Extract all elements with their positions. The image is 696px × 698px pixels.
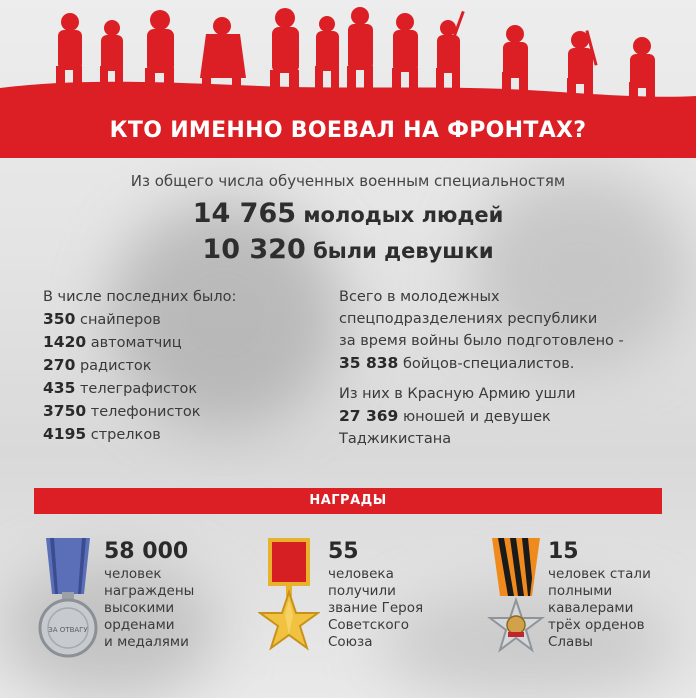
intro-total-label: молодых людей (303, 203, 504, 227)
medal-for-courage-icon (38, 538, 98, 662)
summary-paragraph-2: Из них в Красную Армию ушли 27 369 юношей и девушек Таджикистана (339, 386, 576, 447)
trained-total-number: 35 838 (339, 354, 399, 372)
order-of-glory-icon (484, 538, 548, 662)
intro-girls-label: были девушки (313, 239, 494, 263)
intro-subtitle: Из общего числа обученных военным специальностям (130, 172, 566, 190)
list-item: 1420 автоматчиц (43, 333, 182, 351)
specialties-list (43, 286, 313, 446)
award-value: 58 000 (104, 539, 189, 564)
soldier-silhouettes (56, 7, 655, 100)
army-total-number: 27 369 (339, 407, 399, 425)
medal-inscription: ЗА ОТВАГУ (48, 626, 88, 634)
training-summary (339, 286, 669, 450)
summary-paragraph-1: Всего в молодежных спецподразделениях республики за время войны было подготовлено - 35 838 бойцов-специалистов. (339, 289, 624, 372)
gold-star-icon (258, 538, 320, 662)
award-description: человек награждены высокими орденами и медалями (104, 566, 195, 650)
intro-girls-line (0, 234, 696, 265)
award-description: человек стали полными кавалерами трёх орденов Славы (548, 566, 651, 650)
intro-total-number: 14 765 (192, 198, 297, 229)
list-item: 350 снайперов (43, 310, 161, 328)
award-text (328, 538, 478, 651)
award-text (548, 538, 696, 651)
award-value: 55 (328, 539, 359, 564)
page-title: КТО ИМЕННО ВОЕВАЛ НА ФРОНТАХ? (109, 118, 587, 143)
list-item: 4195 стрелков (43, 425, 161, 443)
list-item: 435 телеграфисток (43, 379, 198, 397)
award-text (104, 538, 254, 651)
award-description: человека получили звание Героя Советского Союза (328, 566, 424, 650)
awards-heading: НАГРАДЫ (34, 488, 662, 514)
list-item: 3750 телефонисток (43, 402, 201, 420)
intro-total-line (0, 198, 696, 229)
specialties-title: В числе последних было: (43, 289, 237, 305)
award-value: 15 (548, 539, 579, 564)
intro-girls-number: 10 320 (202, 234, 306, 265)
list-item: 270 радисток (43, 356, 152, 374)
